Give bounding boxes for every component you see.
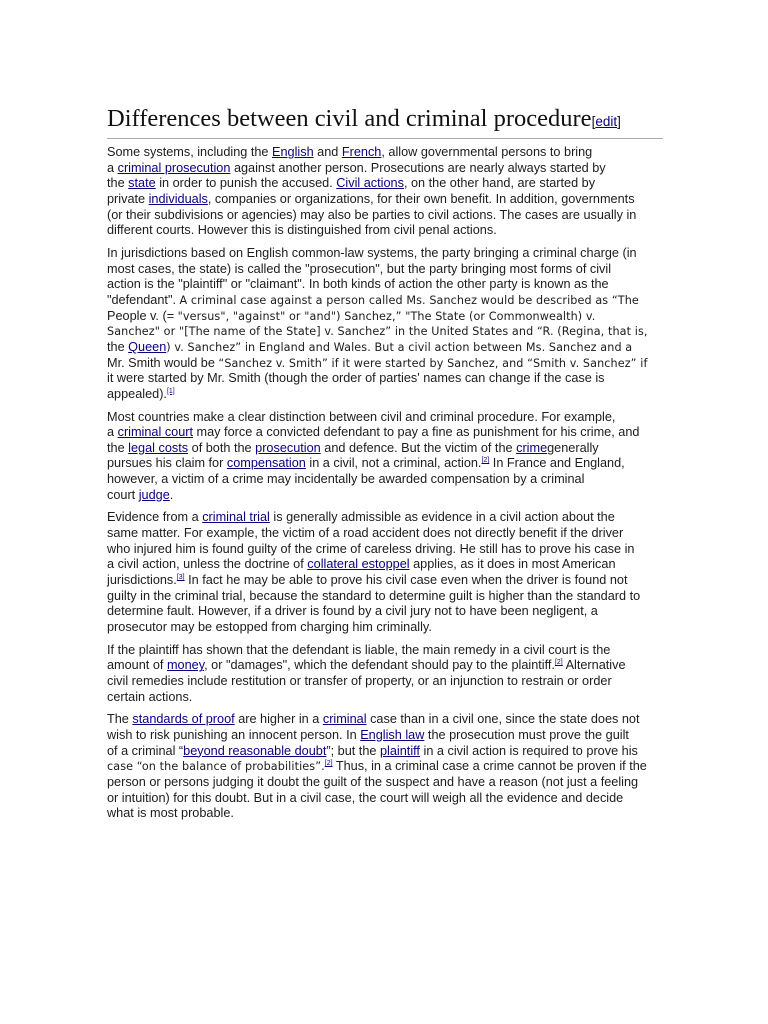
link-prosecution[interactable]: prosecution (255, 440, 321, 455)
link-beyond-reasonable-doubt[interactable]: beyond reasonable doubt (183, 743, 327, 758)
article-section (107, 104, 663, 829)
paragraph-systems: Some systems, including the English and French, allow governmental persons to bring a criminal prosecution against another person. Prosecutions are nearly always started by the state in order to punish the accused. Civil actions, on the other hand, are started by private individuals, companies or organizations, for their own benefit. In addition, governments (or their subdivisions or agencies) may also be parties to civil actions. The cases are usually in different courts. However this is distinguished from civil penal actions. (107, 145, 637, 238)
section-heading (107, 104, 663, 139)
link-english[interactable]: English (272, 145, 314, 159)
paragraph-distinction: Most countries make a clear distinction between civil and criminal procedure. For example, a criminal court may force a convicted defendant to pay a fine as punishment for his crime, and the legal costs of both the prosecution and defence. But the victim of the crimegenerally pursues his claim for compensation in a civil, not a criminal, action.[2] In France and England, however, a victim of a crime may incidentally be awarded compensation by a criminal court judge. (107, 409, 640, 502)
edit-link[interactable]: edit (595, 114, 618, 129)
link-compensation[interactable]: compensation (226, 456, 306, 471)
link-judge[interactable]: judge (138, 487, 170, 502)
link-legal-costs[interactable]: legal costs (128, 440, 189, 455)
link-crime[interactable]: crime (516, 440, 548, 455)
link-french[interactable]: French (341, 145, 382, 159)
paragraph-evidence: Evidence from a criminal trial is generally admissible as evidence in a civil action about the same matter. For example, the victim of a road accident does not directly benefit if the driver who injured him is found guilty of the crime of careless driving. He still has to prove his case in a civil action, unless the doctrine of collateral estoppel applies, as it does in most American jurisdictions.[3] In fact he may be able to prove his civil case even when the driver is found not guilty in the criminal trial, because the standard to determine guilt is higher than the standard to determine fault. However, if a driver is found by a civil jury not to have been negligent, a prosecutor may be estopped from charging him criminally. (107, 510, 641, 635)
citation-link[interactable]: [2] (481, 457, 490, 465)
paragraph-standards: The standards of proof are higher in a criminal case than in a civil one, since the state does not wish to risk punishing an innocent person. In English law the prosecution must prove the guilt of a criminal “beyond reasonable doubt”; but the plaintiff in a civil action is required to prove his case “on the balance of probabilities”.[2] Thus, in a criminal case a crime cannot be proven if the person or persons judging it doubt the guilt of the suspect and have a reason (not just a feeling or intuition) for this doubt. But in a civil case, the court will weigh all the evidence and decide what is most probable. (107, 712, 647, 821)
link-plaintiff[interactable]: plaintiff (379, 743, 420, 758)
link-english-law[interactable]: English law (360, 727, 425, 742)
link-criminal[interactable]: criminal (322, 712, 367, 727)
citation-link[interactable]: [2] (324, 760, 333, 768)
link-individuals[interactable]: individuals (148, 191, 208, 206)
link-standards-of-proof[interactable]: standards of proof (132, 712, 235, 727)
link-criminal-prosecution[interactable]: criminal prosecution (117, 160, 231, 175)
link-collateral-estoppel[interactable]: collateral estoppel (307, 557, 410, 572)
citation-link[interactable]: [2] (554, 659, 563, 667)
link-criminal-court[interactable]: criminal court (117, 425, 194, 440)
link-criminal-trial[interactable]: criminal trial (202, 510, 270, 525)
edit-section: [edit] (591, 114, 621, 129)
paragraph-remedy: If the plaintiff has shown that the defendant is liable, the main remedy in a civil court is the amount of money, or "damages", which the defendant should pay to the plaintiff.[2] Alternative civil remedies include restitution or transfer of property, or an injunction to restrain or order certain actions. (107, 642, 626, 704)
citation-link[interactable]: [1] (166, 387, 175, 395)
citation-link[interactable]: [3] (176, 574, 185, 582)
section-title: Differences between civil and criminal procedure (107, 105, 592, 132)
link-civil-actions[interactable]: Civil actions (336, 176, 404, 191)
paragraph-jurisdictions: In jurisdictions based on English common-law systems, the party bringing a criminal charge (in most cases, the state) is called the "prosecution", but the party bringing most forms of civil action is the "plaintiff" or "claimant". In both kinds of action the other party is known as the "defendant". A criminal case against a person called Ms. Sanchez would be described as “The People v. (= "versus", "against" or "and") Sanchez,” "The State (or Commonwealth) v. Sanchez" or "[The name of the State] v. Sanchez” in the United States and “R. (Regina, that is, the Queen) v. Sanchez” in England and Wales. But a civil action between Ms. Sanchez and a Mr. Smith would be “Sanchez v. Smith” if it were started by Sanchez, and “Smith v. Sanchez” if it were started by Mr. Smith (though the order of parties' names can change if the case is appealed).[1] (107, 245, 648, 401)
link-queen[interactable]: Queen (128, 339, 167, 354)
link-state[interactable]: state (128, 176, 156, 191)
link-money[interactable]: money (166, 658, 205, 673)
